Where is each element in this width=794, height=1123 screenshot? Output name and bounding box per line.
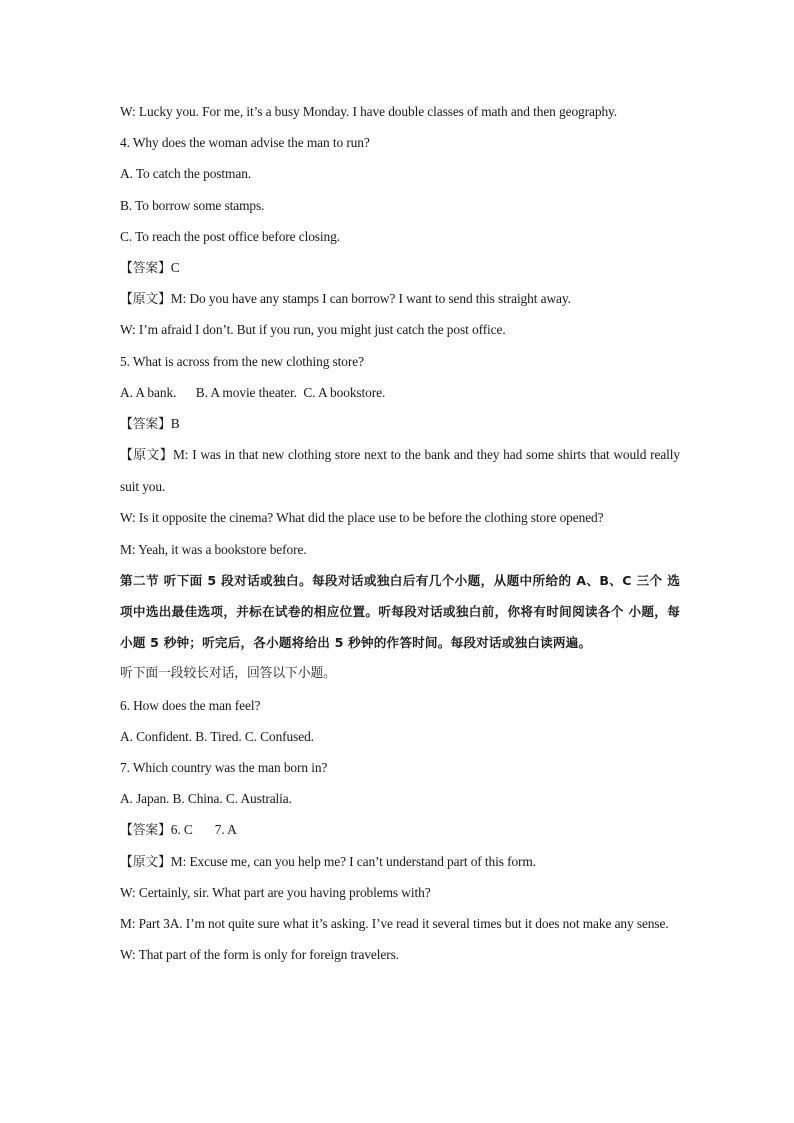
transcript-line: 【原文】M: Do you have any stamps I can borrow? I want to send this straight away. (120, 291, 571, 308)
answer-line: 【答案】B (120, 415, 180, 432)
question-5: 5. What is across from the new clothing store? (120, 353, 364, 369)
options-line: A. Confident. B. Tired. C. Confused. (120, 728, 314, 744)
question-6: 6. How does the man feel? (120, 697, 261, 713)
text-line: W: Is it opposite the cinema? What did the place use to be before the clothing store opened? (120, 510, 604, 526)
text-line: M: Part 3A. I’m not quite sure what it’s asking. I’ve read it several times but it does not make any sense. (120, 915, 669, 931)
answer-label: 【答案】 (120, 260, 171, 276)
question-4: 4. Why does the woman advise the man to run? (120, 135, 370, 151)
transcript-label: 【原文】 (120, 292, 171, 308)
transcript-label: 【原文】 (120, 854, 171, 870)
document-page (120, 96, 680, 970)
options-line: A. A bank. B. A movie theater. C. A bookstore. (120, 384, 386, 400)
text-line: W: I’m afraid I don’t. But if you run, you might just catch the post office. (120, 322, 506, 338)
transcript-label: 【原文】 (120, 448, 173, 464)
answer-label: 【答案】 (120, 823, 171, 839)
option-a: A. To catch the postman. (120, 166, 252, 182)
text-line: W: Lucky you. For me, it’s a busy Monday. I have double classes of math and then geography. (120, 104, 618, 119)
answer-line: 【答案】6. C 7. A (120, 822, 237, 839)
question-7: 7. Which country was the man born in? (120, 760, 328, 776)
answer-label: 【答案】 (120, 416, 171, 432)
sub-instruction: 听下面一段较长对话，回答以下小题。 (120, 666, 336, 682)
option-b: B. To borrow some stamps. (120, 197, 265, 213)
option-c: C. To reach the post office before closing. (120, 228, 340, 244)
answer-line: 【答案】C (120, 259, 180, 276)
text-line: M: Yeah, it was a bookstore before. (120, 541, 307, 557)
section-2-instructions: 第二节 听下面 5 段对话或独白。每段对话或独白后有几个小题，从题中所给的 A、B、C 三个 选项中选出最佳选项，并标在试卷的相应位置。听每段对话或独白前，你将有时间阅读各个 小题，每小题 5 秒钟；听完后，各小题将给出 5 秒钟的作答时间。每段对话或独白读两遍。 (120, 572, 680, 651)
transcript-line: 【原文】M: Excuse me, can you help me? I can’t understand part of this form. (120, 853, 536, 870)
text-line: W: That part of the form is only for foreign travelers. (120, 947, 399, 963)
transcript-line: 【原文】M: I was in that new clothing store next to the bank and they had some shirts that would really suit you. (120, 447, 681, 495)
options-line: A. Japan. B. China. C. Australia. (120, 791, 292, 807)
text-line: W: Certainly, sir. What part are you having problems with? (120, 884, 431, 900)
